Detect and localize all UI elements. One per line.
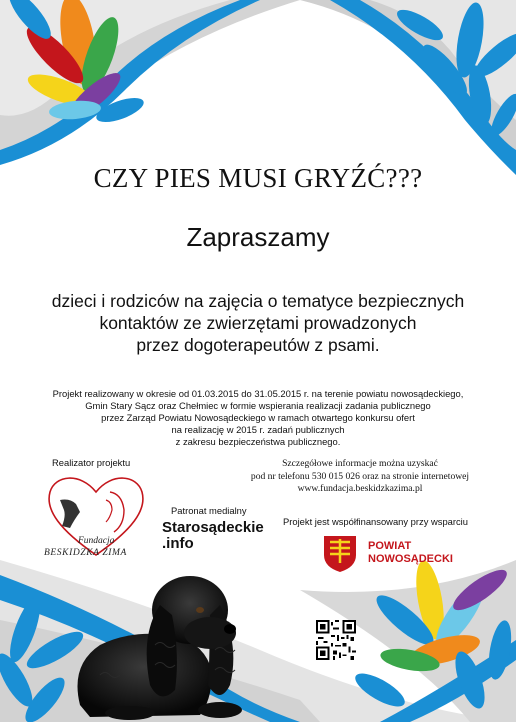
- project-line: Projekt realizowany w okresie od 01.03.2015 do 31.05.2015 r. na terenie powiatu nowosądeckiego,: [52, 388, 464, 399]
- poster-title: CZY PIES MUSI GRYŹĆ???: [93, 163, 423, 193]
- project-line: przez Zarząd Powiatu Nowosądeckiego w ramach otwartego konkursu ofert: [101, 412, 415, 423]
- powiat-coat-of-arms-icon: [320, 533, 360, 573]
- foundation-subname: BESKIDZKA ZIMA: [44, 548, 127, 558]
- contact-website: www.fundacja.beskidzkazima.pl: [297, 483, 423, 494]
- project-info: [0, 388, 516, 448]
- dog-photo: [60, 555, 275, 722]
- foundation-name: Fundacja: [78, 536, 115, 546]
- patronat-label: Patronat medialny: [171, 505, 247, 516]
- description-line: kontaktów ze zwierzętami prowadzonych: [99, 313, 417, 333]
- description-line: dzieci i rodziców na zajęcia o tematyce bezpiecznych: [51, 291, 465, 311]
- project-line: z zakresu bezpieczeństwa publicznego.: [175, 436, 341, 447]
- powiat-name: [368, 540, 453, 566]
- powiat-line: POWIAT: [368, 540, 412, 552]
- media-patron-logo: [162, 520, 264, 552]
- powiat-line: NOWOSĄDECKI: [368, 553, 453, 565]
- description-line: przez dogoterapeutów z psami.: [136, 335, 380, 355]
- contact-info: [250, 458, 470, 496]
- project-line: Gmin Stary Sącz oraz Chełmiec w formie wspierania realizacji zadania publicznego: [85, 400, 431, 411]
- media-patron-name: Starosądeckie: [162, 519, 264, 536]
- contact-line: pod nr telefonu 530 015 026 oraz na stronie internetowej: [250, 470, 470, 482]
- media-patron-domain: .info: [162, 535, 194, 552]
- cofinance-label: Projekt jest współfinansowany przy wsparciu: [283, 516, 468, 527]
- realizator-label: Realizator projektu: [52, 457, 131, 468]
- qr-code-icon: [316, 620, 356, 660]
- contact-line: Szczegółowe informacje można uzyskać: [282, 458, 438, 469]
- project-line: na realizację w 2015 r. zadań publicznych: [171, 424, 345, 435]
- invite-heading: Zapraszamy: [186, 222, 330, 252]
- description: [0, 290, 516, 356]
